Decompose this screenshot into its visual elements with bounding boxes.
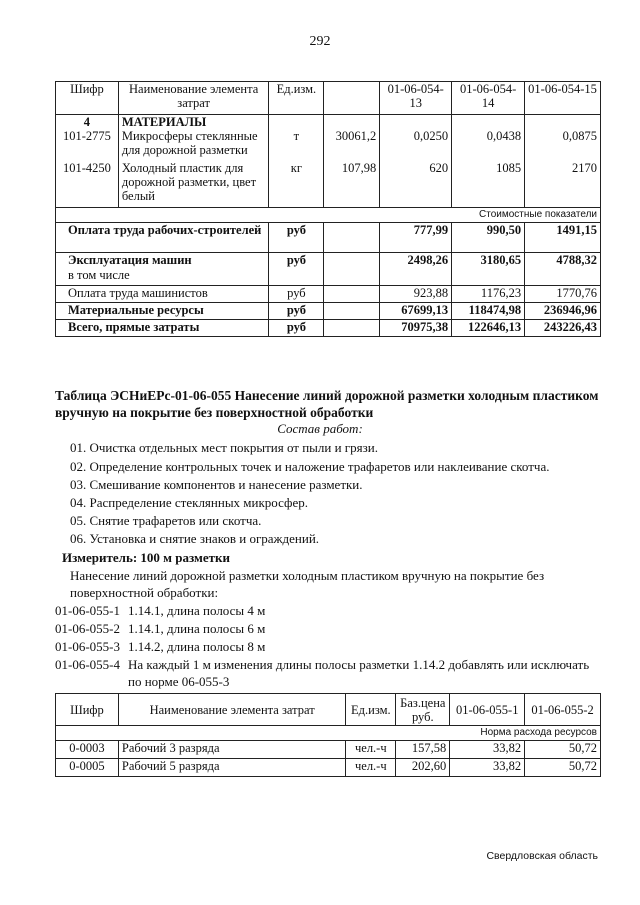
header-col1: 01-06-054-13: [380, 82, 452, 115]
resource-name: Рабочий 5 разряда: [118, 759, 345, 777]
cost-unit: руб: [269, 222, 324, 252]
total-value: 70975,38: [380, 319, 452, 336]
material-value: 620: [380, 161, 452, 207]
resource-name: Рабочий 3 разряда: [118, 741, 345, 759]
cost-value: 118474,98: [452, 302, 525, 319]
work-item: 04. Распределение стеклянных микросфер.: [70, 495, 308, 510]
cost-unit: руб: [269, 252, 324, 268]
material-code: 101-4250: [56, 161, 119, 207]
work-item: 05. Снятие трафаретов или скотча.: [70, 513, 262, 528]
material-code: 101-2775: [56, 129, 119, 161]
cost-value: 1770,76: [525, 285, 601, 302]
work-item: 03. Смешивание компонентов и нанесение разметки.: [70, 477, 363, 492]
resource-unit: чел.-ч: [346, 759, 396, 777]
item-code: 01-06-055-4: [55, 657, 120, 672]
item-text: 1.14.2, длина полосы 8 м: [128, 639, 266, 654]
material-unit: т: [269, 129, 324, 161]
header-name: Наименование элемента затрат: [118, 82, 269, 115]
resource-unit: чел.-ч: [346, 741, 396, 759]
cost-value: 2498,26: [380, 252, 452, 268]
section-title: МАТЕРИАЛЫ: [118, 115, 269, 130]
cost-unit: руб: [269, 302, 324, 319]
header-unit: Ед.изм.: [346, 694, 396, 726]
cost-name: Материальные ресурсы: [56, 302, 269, 319]
resource-value: 33,82: [450, 759, 525, 777]
norm-subheader: Норма расхода ресурсов: [56, 726, 601, 741]
header-unit: Ед.изм.: [269, 82, 324, 115]
resource-code: 0-0005: [56, 759, 119, 777]
cost-value: 3180,65: [452, 252, 525, 268]
material-name: Микросферы стеклянные для дорожной разметки: [118, 129, 269, 161]
item-code: 01-06-055-1: [55, 603, 120, 618]
item-text: 1.14.1, длина полосы 6 м: [128, 621, 266, 636]
cost-subheader: Стоимостные показатели: [56, 207, 601, 222]
item-code: 01-06-055-3: [55, 639, 120, 654]
cost-value: 923,88: [380, 285, 452, 302]
resource-value: 50,72: [525, 741, 601, 759]
resource-price: 157,58: [396, 741, 450, 759]
page-number: 292: [309, 34, 331, 49]
cost-value: 236946,96: [525, 302, 601, 319]
cost-name: Оплата труда рабочих-строителей: [56, 222, 269, 252]
item-text: 1.14.1, длина полосы 4 м: [128, 603, 266, 618]
intro-text: Нанесение линий дорожной разметки холодным пластиком вручную на покрытие без поверхностной обработки:: [70, 568, 545, 600]
material-name: Холодный пластик для дорожной разметки, цвет белый: [118, 161, 269, 207]
cost-value: 777,99: [380, 222, 452, 252]
resource-value: 33,82: [450, 741, 525, 759]
material-price: 30061,2: [324, 129, 380, 161]
cost-unit: руб: [269, 285, 324, 302]
work-item: 02. Определение контрольных точек и наложение трафаретов или наклеивание скотча.: [70, 459, 550, 474]
resource-value: 50,72: [525, 759, 601, 777]
work-item: 01. Очистка отдельных мест покрытия от пыли и грязи.: [70, 440, 378, 455]
header-col3: 01-06-054-15: [525, 82, 601, 115]
header-name: Наименование элемента затрат: [118, 694, 345, 726]
header-code: Шифр: [56, 694, 119, 726]
header-col2: 01-06-054-14: [452, 82, 525, 115]
cost-unit: руб: [269, 319, 324, 336]
resource-code: 0-0003: [56, 741, 119, 759]
material-value: 0,0250: [380, 129, 452, 161]
header-col1: 01-06-055-1: [450, 694, 525, 726]
cost-name: Эксплуатация машин: [56, 252, 269, 268]
material-unit: кг: [269, 161, 324, 207]
material-value: 0,0875: [525, 129, 601, 161]
item-text: На каждый 1 м изменения длины полосы разметки 1.14.2 добавлять или исключать по норме 06-055-3: [128, 657, 590, 689]
resources-table: [55, 693, 601, 777]
footer-region: Свердловская область: [486, 850, 598, 862]
work-item: 06. Установка и снятие знаков и ограждений.: [70, 531, 320, 546]
header-price: Баз.цена руб.: [396, 694, 450, 726]
total-value: 122646,13: [452, 319, 525, 336]
material-value: 2170: [525, 161, 601, 207]
material-price: 107,98: [324, 161, 380, 207]
header-col2: 01-06-055-2: [525, 694, 601, 726]
materials-table: [55, 81, 601, 337]
cost-name: в том числе: [56, 268, 269, 285]
table-title: Таблица ЭСНиЕРс-01-06-055 Нанесение линий дорожной разметки холодным пластиком вручную на покрытие без поверхностной обработки: [55, 388, 599, 420]
resource-price: 202,60: [396, 759, 450, 777]
header-price: [324, 82, 380, 115]
header-code: Шифр: [56, 82, 119, 115]
material-value: 0,0438: [452, 129, 525, 161]
composition-title: Состав работ:: [277, 421, 363, 436]
total-value: 243226,43: [525, 319, 601, 336]
material-value: 1085: [452, 161, 525, 207]
section-number: 4: [56, 115, 119, 130]
cost-value: 67699,13: [380, 302, 452, 319]
total-name: Всего, прямые затраты: [56, 319, 269, 336]
cost-value: 990,50: [452, 222, 525, 252]
cost-value: 1491,15: [525, 222, 601, 252]
cost-value: 4788,32: [525, 252, 601, 268]
cost-value: 1176,23: [452, 285, 525, 302]
meter: Измеритель: 100 м разметки: [62, 550, 231, 565]
item-code: 01-06-055-2: [55, 621, 120, 636]
cost-name: Оплата труда машинистов: [56, 285, 269, 302]
